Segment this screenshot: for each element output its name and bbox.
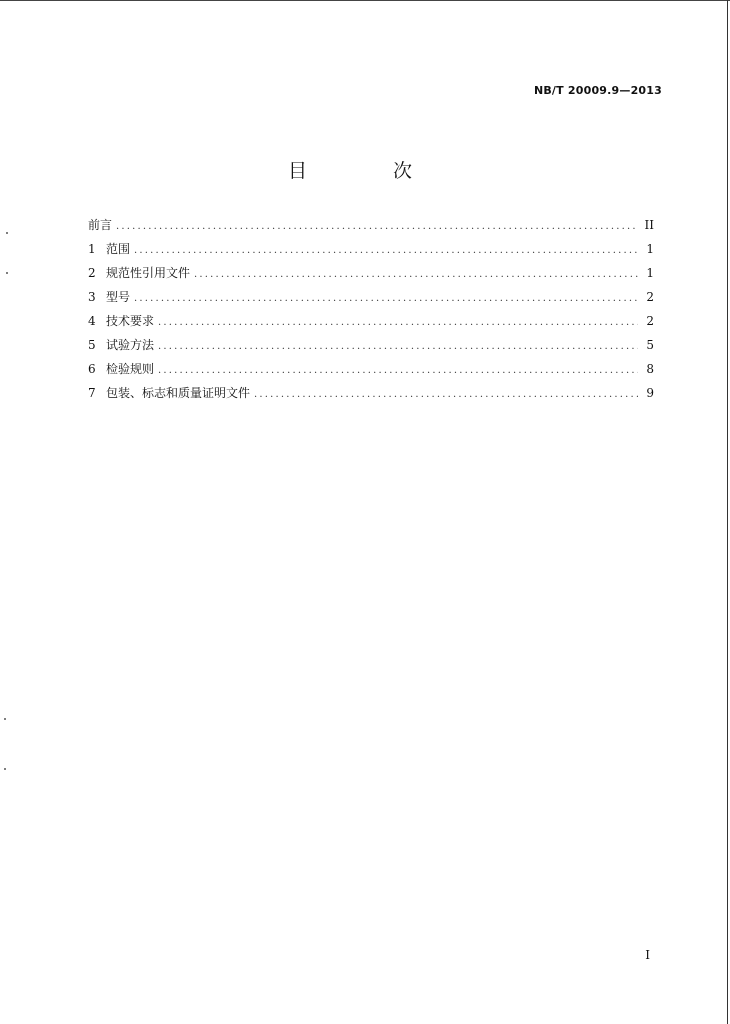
toc-leader-dots <box>134 290 638 308</box>
page-top-edge <box>0 0 730 1</box>
page-number: I <box>645 948 650 962</box>
toc-entry-model[interactable] <box>88 288 654 312</box>
toc-entry-number: 5 <box>88 338 96 352</box>
toc-entry-label: 前言 <box>88 218 113 232</box>
scan-speck <box>6 272 8 274</box>
toc-entry-page: 5 <box>646 338 654 352</box>
scan-speck <box>6 232 8 234</box>
toc-entry-inspection-rules[interactable] <box>88 360 654 384</box>
toc-leader-dots <box>134 242 638 260</box>
toc-entry-number: 6 <box>88 362 96 376</box>
toc-title: 目 次 <box>287 160 453 182</box>
scan-speck <box>4 718 6 720</box>
page-right-edge <box>727 0 728 1024</box>
toc-entry-label: 技术要求 <box>106 314 155 328</box>
document-code: NB/T 20009.9—2013 <box>533 84 662 97</box>
toc-entry-page: 9 <box>646 386 654 400</box>
toc-entry-page: II <box>644 218 654 232</box>
toc-entry-label: 包装、标志和质量证明文件 <box>106 386 251 400</box>
toc-leader-dots <box>194 266 638 284</box>
toc-entry-test-methods[interactable] <box>88 336 654 360</box>
toc-entry-page: 2 <box>646 290 654 304</box>
toc-leader-dots <box>158 338 638 356</box>
toc-leader-dots <box>158 314 638 332</box>
toc-entry-number: 1 <box>88 242 96 256</box>
toc-entry-number: 4 <box>88 314 96 328</box>
toc-entry-packaging-marking[interactable] <box>88 384 654 408</box>
toc-entry-page: 8 <box>646 362 654 376</box>
toc-entry-page: 1 <box>646 242 654 256</box>
toc-entry-page: 1 <box>646 266 654 280</box>
toc-entry-page: 2 <box>646 314 654 328</box>
toc-entry-number: 7 <box>88 386 96 400</box>
table-of-contents <box>88 216 654 408</box>
toc-entry-technical-requirements[interactable] <box>88 312 654 336</box>
toc-entry-number: 3 <box>88 290 96 304</box>
toc-entry-foreword[interactable] <box>88 216 654 240</box>
toc-entry-label: 检验规则 <box>106 362 155 376</box>
toc-entry-label: 范围 <box>106 242 131 256</box>
toc-leader-dots <box>158 362 638 380</box>
toc-entry-label: 试验方法 <box>106 338 155 352</box>
toc-entry-label: 型号 <box>106 290 131 304</box>
scan-speck <box>4 768 6 770</box>
toc-entry-scope[interactable] <box>88 240 654 264</box>
toc-entry-normative-references[interactable] <box>88 264 654 288</box>
toc-leader-dots <box>116 218 638 236</box>
toc-entry-number: 2 <box>88 266 96 280</box>
toc-entry-label: 规范性引用文件 <box>106 266 191 280</box>
toc-leader-dots <box>254 386 638 404</box>
